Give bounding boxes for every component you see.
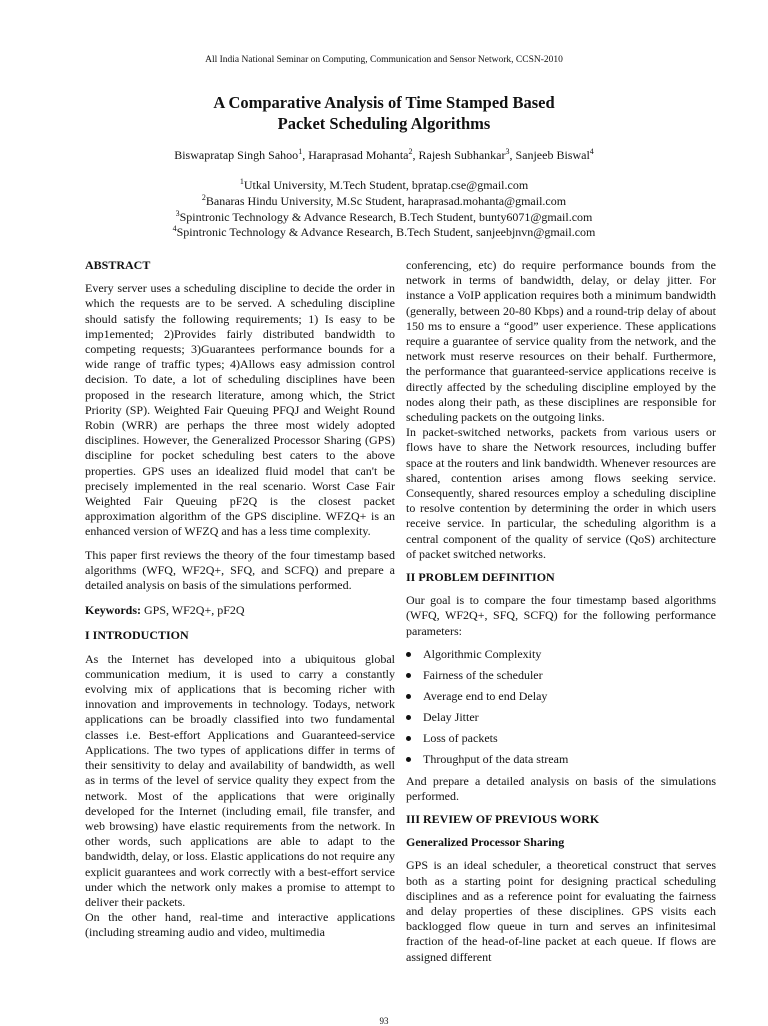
- intro-paragraph-1: As the Internet has developed into a ubiquitous global communication medium, it is used to carry a constantly evolving mix of applications that is becoming richer with innovation and improvements in technology. Todays, network applications can be broadly classified into two fundamental classes i.e. Best-effort Applications and Guaranteed-service Applications. The two types of applications differ in terms of their sensitivity to delay and availability of bandwidth, as well as in terms of the level of service quality they expect from the network. Most of the applications that were originally developed for the Internet (including email, file transfer, and web browsing) have elastic requirements from the network. In other words, such applications are able to adapt to the bandwidth, delay, or loss. Elastic applications do not require any explicit guarantees and work correctly with a best-effort service under which the network only makes a promise to attempt to deliver their packets.: [85, 651, 395, 909]
- affiliation-list: [0, 178, 768, 241]
- author-sup: 3: [505, 147, 510, 156]
- list-item: Algorithmic Complexity: [406, 647, 716, 662]
- affiliation-text: Spintronic Technology & Advance Research, B.Tech Student, bunty6071@gmail.com: [179, 209, 593, 224]
- affiliation-text: Banaras Hindu University, M.Sc Student, haraprasad.mohanta@gmail.com: [205, 193, 567, 208]
- author: Biswapratap Singh Sahoo: [174, 148, 299, 162]
- bullet-icon: [406, 694, 411, 699]
- affiliation-text: Utkal University, M.Tech Student, bpratap.cse@gmail.com: [243, 178, 529, 192]
- review-paragraph-1: GPS is an ideal scheduler, a theoretical construct that serves both as a starting point for designing practical scheduling disciplines and as a reference point for evaluating the fairness and delay properties of these disciplines. GPS visits each backlogged flow queue in turn and serves an infinitesimal fraction of the head-of-line packet at each queue. If flows are assigned different: [406, 858, 716, 964]
- affiliation: [0, 178, 768, 194]
- affiliation: [0, 194, 768, 210]
- keywords-text: GPS, WF2Q+, pF2Q: [141, 603, 245, 618]
- problem-paragraph-2: And prepare a detailed analysis on basis of the simulations performed.: [406, 773, 716, 803]
- left-column: [85, 258, 395, 941]
- author: Rajesh Subhankar: [418, 148, 506, 162]
- abstract-paragraph-1: Every server uses a scheduling discipline to decide the order in which the requests are to be served. A scheduling discipline should satisfy the following requirements; 1) Is easy to be imp1emented; 2)Provides fairly distributed bandwidth to competing requests; 3)Guarantees performance bounds for a wide range of traffic types; 4)Allows easy admission control decision. To date, a lot of scheduling disciplines have been proposed in the research literature, among which, the Strict Priority (SP). Weighted Fair Queuing PFQJ and Weight Round Robin (WRR) are perhaps the three most widely adopted disciplines. However, the Generalized Processor Sharing (GPS) discipline for pocket scheduling best caters to the above properties. GPS uses an idealized fluid model that can't be precisely implemented in the real scenario. Worst Case Fair Weighted Fair Queuing pF2Q is the closest packet approximation algorithm of the GPS discipline. WFZQ+ is an enhanced version of WFZQ and has a less time complexity.: [85, 281, 395, 539]
- affiliation-sup: 4: [172, 224, 177, 234]
- affiliation: [0, 225, 768, 241]
- review-heading: III REVIEW OF PREVIOUS WORK: [406, 811, 600, 826]
- affiliation-text: Spintronic Technology & Advance Research, B.Tech Student, sanjeebjnvn@gmail.com: [176, 225, 596, 240]
- abstract-paragraph-2: This paper first reviews the theory of the four timestamp based algorithms (WFQ, WF2Q+, SFQ, and SCFQ) and prepare a detailed analysis on basis of the simulations performed.: [85, 547, 395, 593]
- affiliation-sup: 2: [201, 192, 206, 202]
- problem-heading: II PROBLEM DEFINITION: [406, 570, 555, 585]
- intro-paragraph-2-continued: conferencing, etc) do require performance bounds from the network in terms of bandwidth, delay, or delay jitter. For instance a VoIP application requires both a minimum bandwidth (generally, between 20-80 Kbps) and a round-trip delay of about 150 ms to ensure a “good” user experience. These applications require a guarantee of service quality from the network, and the network must reserve resources on their behalf. Furthermore, the performance that guaranteed-service applications receive is directly affected by the scheduling discipline employed by the nodes along their path, as these disciplines are responsible for scheduling packets on the outgoing links.: [406, 258, 716, 425]
- paper-title: [0, 92, 768, 134]
- bullet-icon: [406, 715, 411, 720]
- keywords-label: Keywords:: [85, 603, 141, 618]
- page-number: 93: [379, 1016, 389, 1026]
- keywords-line: [85, 603, 395, 618]
- intro-heading: I INTRODUCTION: [85, 628, 189, 643]
- author: Haraprasad Mohanta: [308, 148, 409, 162]
- intro-paragraph-3: In packet-switched networks, packets from various users or flows have to share the Network resources, including buffer space at the routers and link bandwidth. Whenever resources are shared, contention arises among flows seeking service. Consequently, shared resources employ a scheduling discipline to resolve contention by determining the order in which users receive service. In particular, the scheduling algorithm is a central component of the quality of service (QoS) architecture of packet switched networks.: [406, 425, 716, 561]
- title-line-1: A Comparative Analysis of Time Stamped Based: [213, 93, 555, 112]
- title-line-2: Packet Scheduling Algorithms: [277, 114, 491, 133]
- author-sup: 4: [589, 147, 594, 156]
- author-sup: 2: [408, 147, 413, 156]
- author-list: Biswapratap Singh Sahoo$^1$, Haraprasad Mohanta$^2$, Rajesh Subhankar$^3$, Sanjeeb Biswal$^4$: [174, 147, 594, 162]
- affiliation: [0, 210, 768, 226]
- right-column: [406, 258, 716, 965]
- author-sup: 1: [298, 147, 303, 156]
- problem-paragraph-1: Our goal is to compare the four timestamp based algorithms (WFQ, WF2Q+, SFQ, SCFQ) for the following performance parameters:: [406, 593, 716, 638]
- list-item: Loss of packets: [406, 731, 716, 746]
- conference-header: All India National Seminar on Computing, Communication and Sensor Network, CCSN-2010: [205, 55, 563, 65]
- gps-subheading: Generalized Processor Sharing: [406, 835, 565, 850]
- bullet-icon: [406, 757, 411, 762]
- list-item: Fairness of the scheduler: [406, 668, 716, 683]
- affiliation-sup: 3: [175, 208, 180, 218]
- parameter-list: [406, 647, 716, 768]
- abstract-heading: ABSTRACT: [85, 258, 151, 272]
- list-item: Delay Jitter: [406, 710, 716, 725]
- intro-paragraph-2: On the other hand, real-time and interactive applications (including streaming audio and video, multimedia: [85, 910, 395, 940]
- bullet-icon: [406, 673, 411, 678]
- bullet-icon: [406, 652, 411, 657]
- author: Sanjeeb Biswal: [515, 148, 590, 162]
- affiliation-sup: 1: [239, 177, 244, 186]
- bullet-icon: [406, 736, 411, 741]
- list-item: Throughput of the data stream: [406, 752, 716, 767]
- list-item: Average end to end Delay: [406, 689, 716, 704]
